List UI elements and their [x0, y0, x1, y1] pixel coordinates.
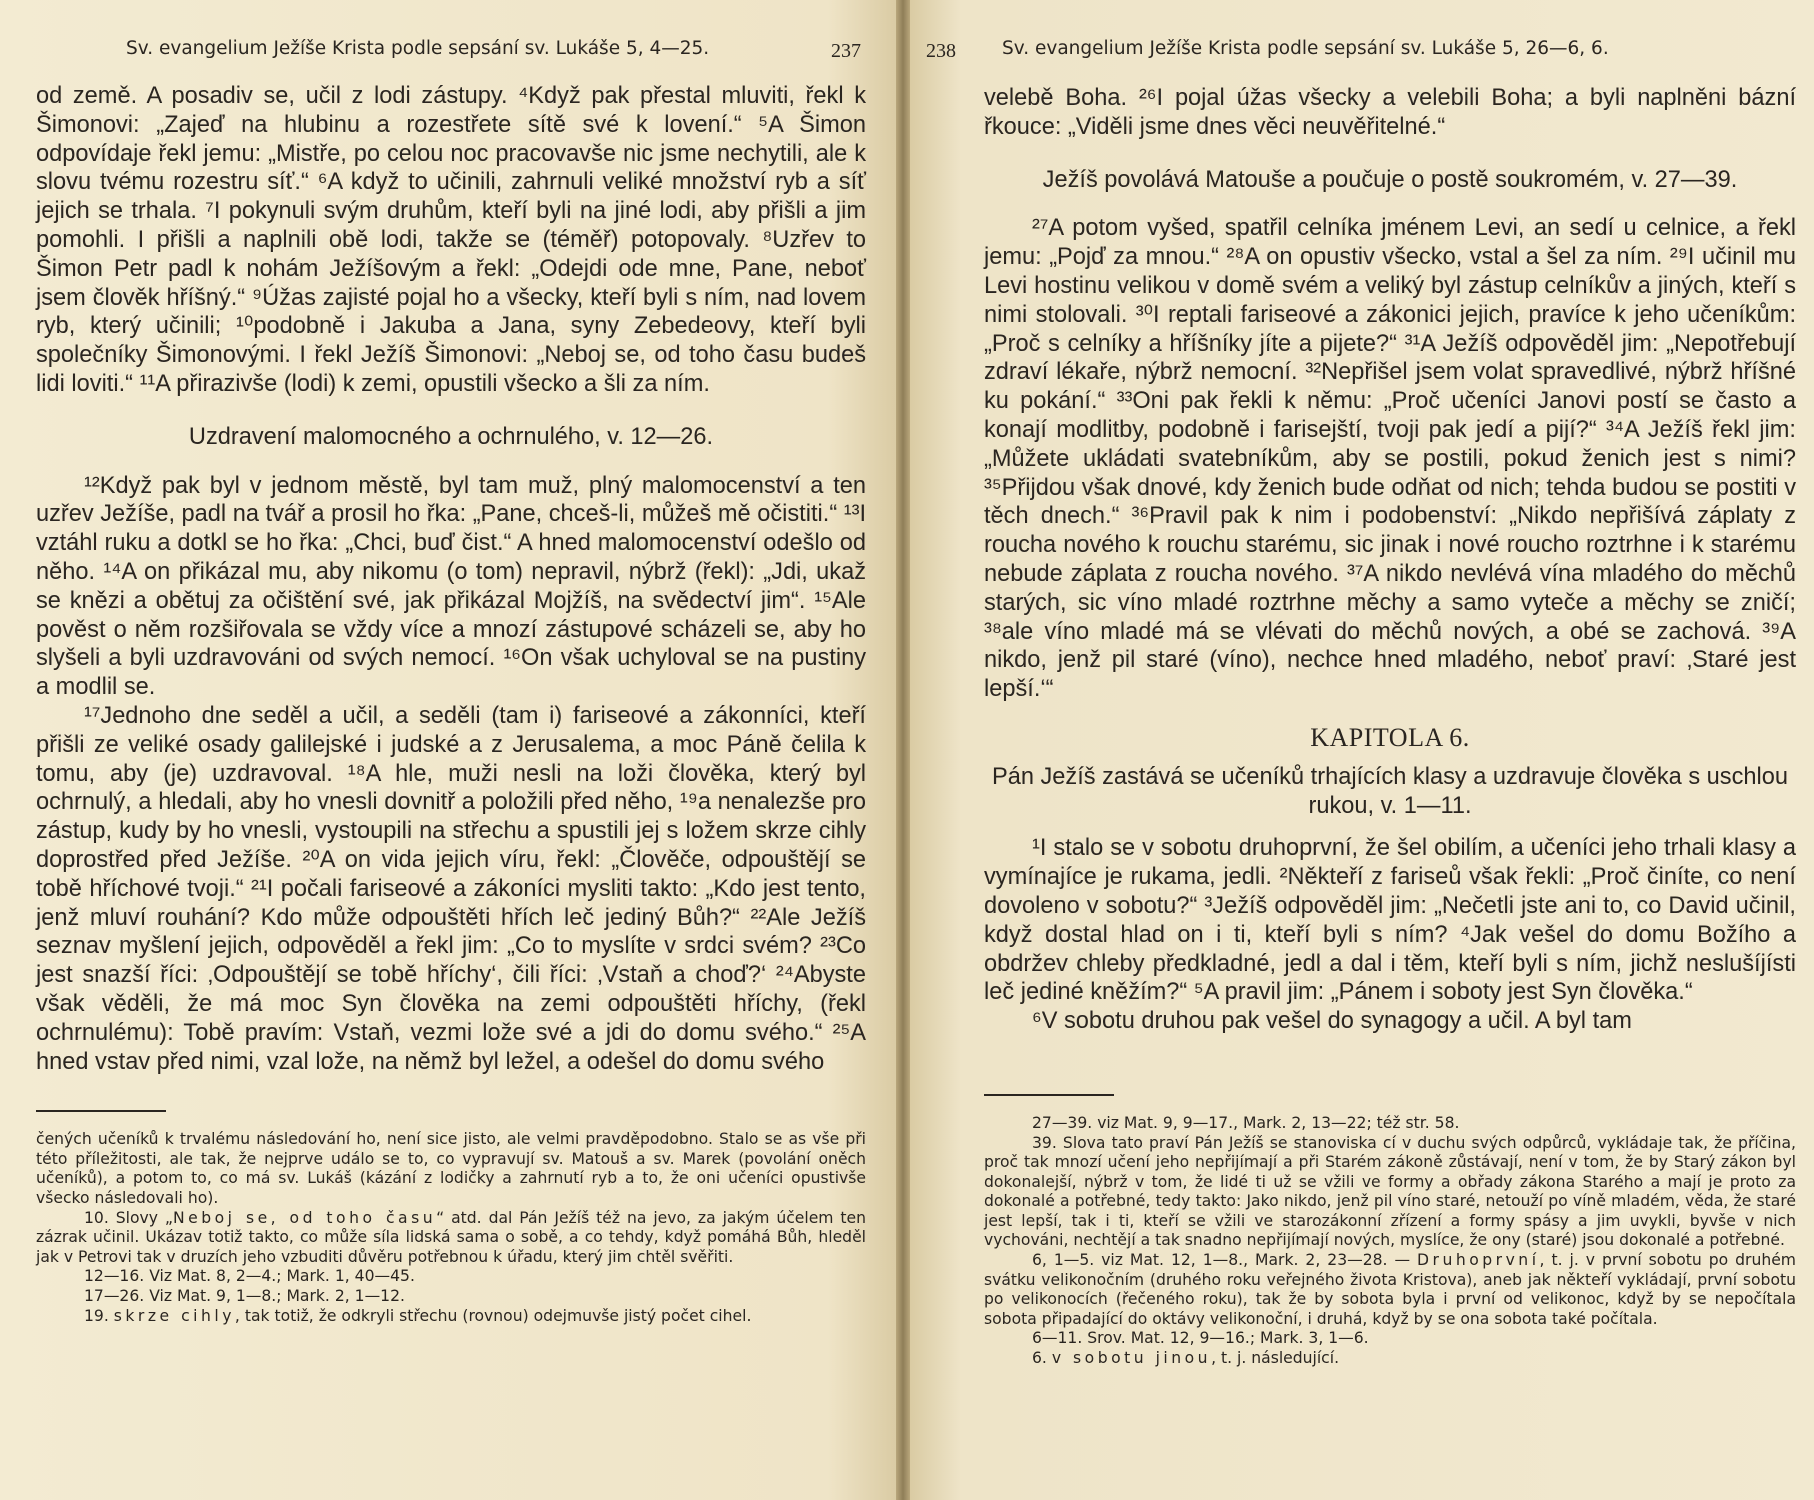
footnote: 39. Slova tato praví Pán Ježíš se stanoviska cí v duchu svých odpůrců, vykládaje tak, že příčina, proč tak mnozí učení jeho nepřijímají a při Starém zákoně zůstávají, není v tom, že by Starý zákon byl dokonalejší, nýbrž v tom, že lidé ti už se vžili ve formy a obřady zákona Starého a mají je proto za dokonalé a potřebné, tedy takto: Jako nikdo, jenž pil víno staré, netouží po víně mladém, věda, že staré jest lepší, tak i ti, kteří se vžili ve starozákonní zřízení a formy spásy a jim uvykli, byvše v nich vychováni, nechtějí a tak snadno nepřijímají nových, myslíce, že ony (staré) jsou dokonalé a potřebné. [984, 1133, 1796, 1250]
footnote-spaced-text: Druhoprvní [1417, 1251, 1540, 1270]
chapter-subheading: Pán Ježíš zastává se učeníků trhajících klasy a uzdravuje člověka s uschlou rukou, v. 1—11. [991, 763, 1789, 819]
footnotes [984, 1114, 1796, 1369]
main-text [36, 82, 866, 1076]
footnote: 12—16. Viz Mat. 8, 2—4.; Mark. 1, 40—45. [84, 1267, 415, 1286]
paragraph: ²⁷A potom vyšed, spatřil celníka jménem Levi, an sedí u celnice, a řekl jemu: „Pojď za mnou.“ ²⁸A on opustiv všecko, vstal a šel za ním. ²⁹I učinil mu Levi hostinu velikou v domě svém a veliký byl zástup celníkův a jiných, kteří s nimi stolovali. ³⁰I reptali fariseové a zákonici jejich, pravíce k jeho učeníkům: „Proč s celníky a hříšníky jíte a pijete?“ ³¹A Ježíš odpověděl jim: „Nepotřebují zdraví lékaře, nýbrž nemocní. ³²Nepřišel jsem volat spravedlivé, nýbrž hříšné ku pokání.“ ³³Oni pak řekli k němu: „Proč učeníci Janovi postí se často a konají modlitby, podobně i farisejští, tvoji pak jedí a pijí?“ ³⁴A Ježíš řekl jim: „Můžete ukládati svatebníkům, aby se postili, pokud ženich jest s nimi? ³⁵Přijdou však dnové, kdy ženich bude odňat od nich; tehda budou se postiti v těch dnech.“ ³⁶Pravil pak k nim i podobenství: „Nikdo nepřišívá záplaty z roucha nového k rouchu starému, sic jinak i nové roucho roztrhne i k starému nebude záplata z roucha nového. ³⁷A nikdo nevlévá vína mladého do měchů starých, sic víno mladé roztrhne měchy a samo vyteče a měchy se zničí; ³⁸ale víno mladé má se vlévati do měchů nových, a obé se zachová. ³⁹A nikdo, jenž pil staré (víno), nechce hned mladého, neboť praví: ‚Staré jest lepší.‘“ [984, 215, 1796, 703]
paragraph: ¹²Když pak byl v jednom městě, byl tam muž, plný malomocenství a ten uzřev Ježíše, padl na tvář a prosil ho řka: „Pane, chceš-li, můžeš mě očistiti.“ ¹³I vztáhl ruku a dotkl se ho řka: „Chci, buď čist.“ A hned malomocenství odešlo od něho. ¹⁴A on přikázal mu, aby nikomu (o tom) nepravil, nýbrž (řekl): „Jdi, ukaž se knězi a obětuj za očištění své, jak přikázal Mojžíš, na svědectví jim“. ¹⁵Ale pověst o něm rozšiřovala se vždy více a mnozí zástupové scházeli se, aby ho slyšeli a byli uzdravováni od svých nemocí. ¹⁶On však uchyloval se na pustiny a modlil se. [36, 472, 867, 701]
footnote-spaced-text: v sobotu jinou [1051, 1349, 1212, 1368]
page-number: 237 [831, 40, 861, 62]
footnote [36, 1209, 866, 1268]
book-gutter [896, 0, 910, 1500]
page-number: 238 [926, 40, 956, 62]
left-page [0, 0, 900, 1500]
footnote-rule [984, 1094, 1114, 1096]
right-page [906, 0, 1814, 1500]
footnote-text: , t. j. následující. [1211, 1349, 1340, 1368]
footnote-text: , tak totiž, že odkryli střechu (rovnou) odejmuvše jistý počet cihel. [234, 1306, 752, 1325]
footnotes [36, 1130, 866, 1326]
footnote [36, 1307, 866, 1327]
paragraph: od země. A posadiv se, učil z lodi zástupy. ⁴Když pak přestal mluviti, řekl k Šimonovi: „Zajeď na hlubinu a rozestřete sítě své k lovení.“ ⁵A Šimon odpovídaje řekl jemu: „Mistře, po celou noc pracovavše nic jsme nechytili, ale k slovu tvému rozestru síť.“ ⁶A když to učinili, zahrnuli veliké množství ryb a síť jejich se trhala. ⁷I pokynuli svým druhům, kteří byli na jiné lodi, aby přišli a jim pomohli. I přišli a naplnili obě lodi, takže se (téměř) potopovaly. ⁸Uzřev to Šimon Petr padl k nohám Ježíšovým a řekl: „Odejdi ode mne, Pane, neboť jsem člověk hříšný.“ ⁹Úžas zajisté pojal ho a všecky, kteří byli s ním, nad lovem ryb, který učinili; ¹⁰podobně i Jakuba a Jana, syny Zebedeovy, kteří byli společníky Šimonovými. I řekl Ježíš Šimonovi: „Neboj se, od toho času budeš lidi loviti.“ ¹¹A přirazivše (lodi) k zemi, opustili všecko a šli za ním. [36, 83, 866, 397]
paragraph: ¹I stalo se v sobotu druhoprvní, že šel obilím, a učeníci jeho trhali klasy a vymínajíce je rukama, jedli. ²Někteří z fariseů však řekli: „Proč činíte, co není dovoleno v sobotu?“ ³Ježíš odpověděl jim: „Nečetli jste ani to, co David učinil, když dostal hlad on i ti, kteří byli s ním? ⁴Jak vešel do domu Božího a obdržev chleby předkladné, jedl a dal i těm, kteří byli s ním, jichž neslušíjísti leč jediné kněžím?“ ⁵A pravil jim: „Pánem i soboty jest Syn člověka.“ [984, 835, 1796, 1006]
main-text [984, 84, 1796, 1036]
footnote: 27—39. viz Mat. 9, 9—17., Mark. 2, 13—22; též str. 58. [1032, 1113, 1460, 1132]
footnote-rule [36, 1110, 166, 1112]
running-title: Sv. evangelium Ježíše Krista podle sepsání sv. Lukáše 5, 26—6, 6. [1002, 38, 1609, 59]
footnote-spaced-text: skrze cihly [113, 1306, 235, 1325]
paragraph: velebě Boha. ²⁶I pojal úžas všecky a velebili Boha; a byli naplněni bázní řkouce: „Viděli jsme dnes věci neuvěřitelné.“ [984, 85, 1796, 140]
paragraph: ⁶V sobotu druhou pak vešel do synagogy a učil. A byl tam [1032, 1008, 1632, 1035]
footnote-spaced-text: Neboj se, od toho času [172, 1208, 437, 1227]
footnote-text: 6. [1032, 1349, 1052, 1368]
footnote-text: 10. Slovy „ [84, 1208, 173, 1227]
footnote-text: “ atd. dal Pán Ježíš též na jevo, za jakým účelem ten zázrak učinil. Ukázav totiž takto, co může síla lidská sama o sobě, a co tehdy, když pomáhá Bůh, hleděl jak v Petrovi tak v druzích jeho vzbuditi důvěru potřebnou k úřadu, který jim chtěl svěřiti. [36, 1208, 867, 1266]
section-heading: Uzdravení malomocného a ochrnulého, v. 12—26. [188, 423, 714, 450]
footnote: 17—26. Viz Mat. 9, 1—8.; Mark. 2, 1—12. [84, 1287, 405, 1306]
footnote: čených učeníků k trvalému následování ho, není sice jisto, ale velmi pravděpodobno. Stalo se as vše při této příležitosti, ale tak, že nejprve událo se to, co vypravují sv. Matouš a sv. Marek (povolání oněch učeníků), a potom to, co má sv. Lukáš (kázání z lodičky a zahrnutí ryb a to, že oni učeníci opustivše všecko následovali ho). [36, 1130, 866, 1208]
running-header [926, 36, 1796, 70]
footnote: 6—11. Srov. Mat. 12, 9—16.; Mark. 3, 1—6. [1032, 1329, 1369, 1348]
chapter-heading: KAPITOLA 6. [1310, 722, 1470, 752]
footnote-text: 6, 1—5. viz Mat. 12, 1—8., Mark. 2, 23—28. — [1032, 1251, 1418, 1270]
running-header [36, 36, 866, 70]
footnote [984, 1349, 1796, 1369]
footnote-text: , t. j. v první sobotu po druhém svátku velikonočním (druhého roku veřejného života Kristova), aneb jak někteří vykládají, první sobotu po velikonocích (řečeného roku), tak že by sobota byla i první od velikonoc, když by se nepočítala sobota připadající do oktávy velikonoční, i druhá, když by se ona sobota také počítala. [984, 1251, 1796, 1328]
section-heading: Ježíš povolává Matouše a poučuje o postě soukromém, v. 27—39. [1042, 166, 1738, 193]
running-title: Sv. evangelium Ježíše Krista podle sepsání sv. Lukáše 5, 4—25. [126, 38, 710, 59]
footnote [984, 1251, 1796, 1329]
paragraph: ¹⁷Jednoho dne seděl a učil, a seděli (tam i) fariseové a zákonníci, kteří přišli ze veliké osady galilejské i judské a z Jerusalema, a moc Páně čelila k tomu, aby (je) uzdravoval. ¹⁸A hle, muži nesli na loži člověka, který byl ochrnulý, a hledali, aby ho vnesli dovnitř a položili před něho, ¹⁹a nenalezše pro zástup, kudy by ho vnesli, vystoupili na střechu a spustili jej s ložem skrze cihly doprostřed před Ježíše. ²⁰A on vida jejich víru, řekl: „Člověče, odpouštějí se tobě hříchové tvoji.“ ²¹I počali fariseové a zákoníci mysliti takto: „Kdo jest tento, jenž mluví rouhání? Kdo může odpouštěti hřích leč jediný Bůh?“ ²²Ale Ježíš seznav myšlení jejich, odpověděl a řekl jim: „Co to myslíte v srdci svém? ²³Co jest snazší říci: ‚Odpouštějí se tobě hříchy‘, čili říci: ‚Vstaň a choď?‘ ²⁴Abyste však věděli, že má moc Syn člověka na zemi odpouštěti hříchy, (řekl ochrnulému): Tobě pravím: Vstaň, vezmi lože své a jdi do domu svého.“ ²⁵A hned vstav před nimi, vzal lože, na němž byl ležel, a odešel do domu svého [36, 702, 866, 1075]
footnote-text: 19. [84, 1306, 114, 1325]
